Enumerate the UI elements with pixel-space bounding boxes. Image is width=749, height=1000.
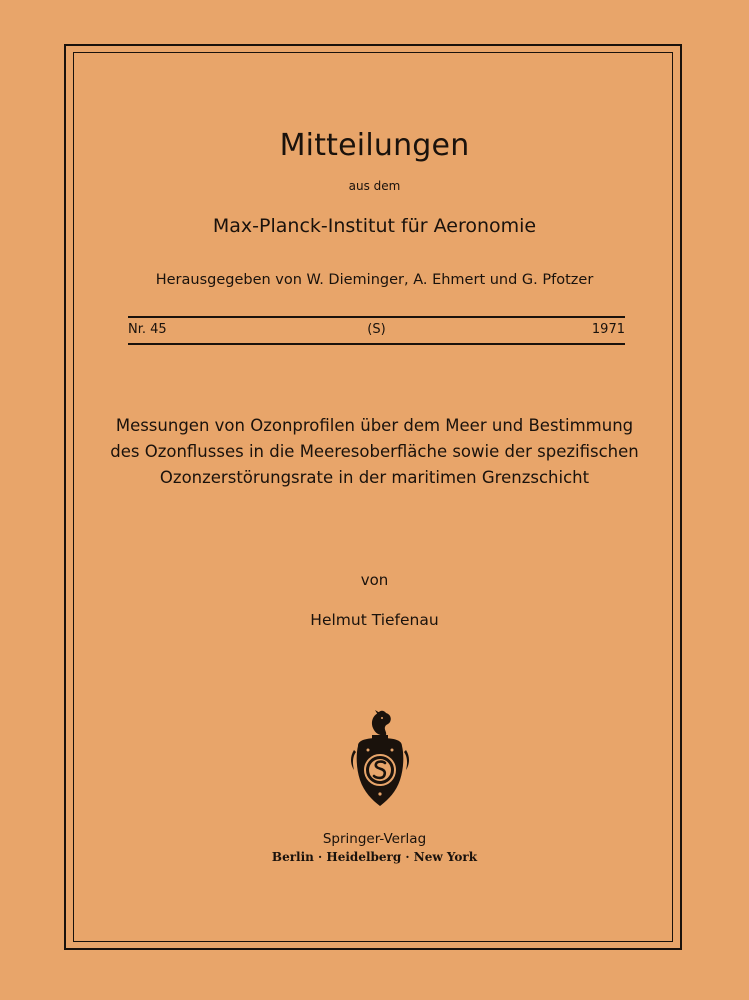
paper-title-line: Ozonzerstörungsrate in der maritimen Grenzschicht	[159, 468, 590, 487]
issue-number: Nr. 45	[128, 322, 167, 337]
paper-title-line: des Ozonflusses in die Meeresoberfläche sowie der spezifischen	[110, 442, 639, 461]
institute-name: Max-Planck-Institut für Aeronomie	[212, 215, 537, 237]
paper-title	[0, 413, 749, 491]
issue-year: 1971	[591, 322, 625, 337]
top-rule	[128, 316, 625, 318]
bottom-rule	[128, 343, 625, 345]
by-label: von	[360, 571, 389, 589]
issue-series: (S)	[367, 322, 386, 337]
paper-title-line: Messungen von Ozonprofilen über dem Meer und Bestimmung	[115, 416, 634, 435]
aus-dem-label: aus dem	[348, 179, 401, 193]
author-name: Helmut Tiefenau	[310, 611, 439, 629]
editors-line: Herausgegeben von W. Dieminger, A. Ehmert und G. Pfotzer	[155, 272, 594, 288]
series-title: Mitteilungen	[279, 128, 470, 163]
publisher-name: Springer-Verlag	[322, 831, 427, 847]
springer-knight-logo-icon	[344, 706, 416, 814]
publisher-cities: Berlin · Heidelberg · New York	[271, 850, 478, 864]
